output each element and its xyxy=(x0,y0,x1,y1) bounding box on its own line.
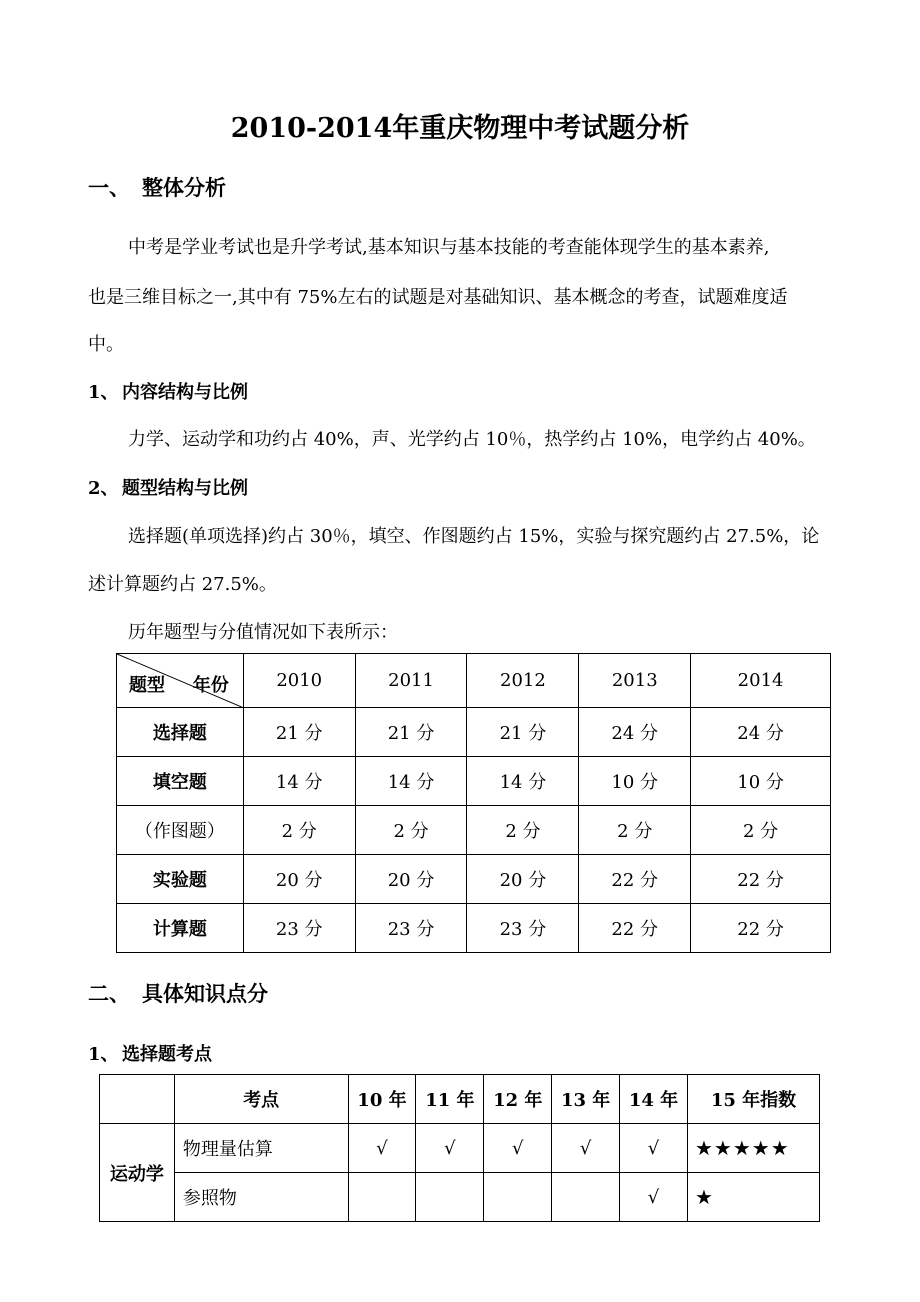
table-cell: 14 分 xyxy=(243,757,355,806)
section-2-heading xyxy=(88,978,268,1008)
subsection-number: 2、 xyxy=(88,478,119,499)
topic-cell: 参照物 xyxy=(174,1173,348,1222)
subsection-title: 内容结构与比例 xyxy=(122,382,248,403)
table-row xyxy=(117,904,831,953)
check-cell: √ xyxy=(348,1124,416,1173)
year-header: 2012 xyxy=(467,654,579,708)
year-header: 2010 xyxy=(243,654,355,708)
subsection-number: 1、 xyxy=(88,382,119,403)
check-cell: √ xyxy=(552,1124,620,1173)
check-cell xyxy=(484,1173,552,1222)
category-cell: 运动学 xyxy=(100,1124,175,1222)
table-cell: 2 分 xyxy=(467,806,579,855)
table-cell: 14 分 xyxy=(467,757,579,806)
table-cell: 23 分 xyxy=(467,904,579,953)
paragraph-line: 中考是学业考试也是升学考试,基本知识与基本技能的考查能体现学生的基本素养, xyxy=(128,237,770,258)
topic-cell: 物理量估算 xyxy=(174,1124,348,1173)
check-cell: √ xyxy=(620,1124,688,1173)
table-row xyxy=(117,806,831,855)
table-cell: 22 分 xyxy=(579,904,691,953)
check-cell: √ xyxy=(484,1124,552,1173)
corner-label-year: 年份 xyxy=(192,675,229,696)
row-label: 选择题 xyxy=(117,708,244,757)
section-number: 一、 xyxy=(88,175,130,200)
check-cell xyxy=(348,1173,416,1222)
corner-label-type: 题型 xyxy=(129,675,165,696)
table-cell: 24 分 xyxy=(691,708,831,757)
table-cell: 23 分 xyxy=(243,904,355,953)
check-cell: √ xyxy=(416,1124,484,1173)
subsection-2-heading xyxy=(88,474,248,500)
table-cell: 10 分 xyxy=(579,757,691,806)
table-cell: 10 分 xyxy=(691,757,831,806)
table-cell: 21 分 xyxy=(243,708,355,757)
table-cell: 22 分 xyxy=(691,855,831,904)
table-cell: 2 分 xyxy=(243,806,355,855)
column-header: 13 年 xyxy=(552,1075,620,1124)
paragraph-line: 述计算题约占 27.5%。 xyxy=(88,574,277,595)
column-header: 12 年 xyxy=(484,1075,552,1124)
table-cell: 21 分 xyxy=(355,708,467,757)
corner-cell xyxy=(117,654,244,708)
row-label: 填空题 xyxy=(117,757,244,806)
subsection-1-heading xyxy=(88,378,248,404)
section-title: 整体分析 xyxy=(142,175,226,200)
star-rating: ★★★★★ xyxy=(687,1124,819,1173)
subsection-3-heading xyxy=(88,1040,212,1066)
table-header-row xyxy=(117,654,831,708)
paragraph-line: 也是三维目标之一,其中有 75%左右的试题是对基础知识、基本概念的考查，试题难度适 xyxy=(88,287,788,308)
section-1-heading xyxy=(88,172,226,202)
table-cell: 20 分 xyxy=(355,855,467,904)
section-title: 具体知识点分 xyxy=(142,981,268,1006)
topic-table xyxy=(99,1074,820,1222)
table-cell: 20 分 xyxy=(467,855,579,904)
check-cell xyxy=(552,1173,620,1222)
table-row xyxy=(117,757,831,806)
row-label: （作图题） xyxy=(117,806,244,855)
score-table xyxy=(116,653,831,953)
column-header: 11 年 xyxy=(416,1075,484,1124)
subsection-title: 选择题考点 xyxy=(122,1044,212,1065)
column-header: 10 年 xyxy=(348,1075,416,1124)
row-label: 实验题 xyxy=(117,855,244,904)
table-cell: 22 分 xyxy=(691,904,831,953)
table-cell: 23 分 xyxy=(355,904,467,953)
page-title: 2010-2014年重庆物理中考试题分析 xyxy=(230,113,690,144)
table-cell: 14 分 xyxy=(355,757,467,806)
table-cell: 21 分 xyxy=(467,708,579,757)
year-header: 2011 xyxy=(355,654,467,708)
paragraph-line: 力学、运动学和功约占 40%，声、光学约占 10％，热学约占 10%，电学约占 40%。 xyxy=(128,429,816,450)
table-cell: 2 分 xyxy=(355,806,467,855)
year-header: 2013 xyxy=(579,654,691,708)
column-header: 15 年指数 xyxy=(687,1075,819,1124)
subsection-number: 1、 xyxy=(88,1044,119,1065)
year-header: 2014 xyxy=(691,654,831,708)
table-cell: 2 分 xyxy=(579,806,691,855)
table-cell: 22 分 xyxy=(579,855,691,904)
table-row xyxy=(100,1173,820,1222)
column-header: 考点 xyxy=(174,1075,348,1124)
star-rating: ★ xyxy=(687,1173,819,1222)
check-cell xyxy=(416,1173,484,1222)
table-row xyxy=(117,708,831,757)
check-cell: √ xyxy=(620,1173,688,1222)
table-row xyxy=(100,1124,820,1173)
table-cell: 20 分 xyxy=(243,855,355,904)
paragraph-line: 中。 xyxy=(88,334,124,355)
column-header: 14 年 xyxy=(620,1075,688,1124)
section-number: 二、 xyxy=(88,981,130,1006)
empty-header-cell xyxy=(100,1075,175,1124)
paragraph-line: 选择题(单项选择)约占 30％，填空、作图题约占 15%，实验与探究题约占 27.5%，论 xyxy=(128,526,820,547)
subsection-title: 题型结构与比例 xyxy=(122,478,248,499)
table-row xyxy=(117,855,831,904)
table-header-row xyxy=(100,1075,820,1124)
table-cell: 2 分 xyxy=(691,806,831,855)
row-label: 计算题 xyxy=(117,904,244,953)
table-intro: 历年题型与分值情况如下表所示： xyxy=(128,622,398,643)
table-cell: 24 分 xyxy=(579,708,691,757)
